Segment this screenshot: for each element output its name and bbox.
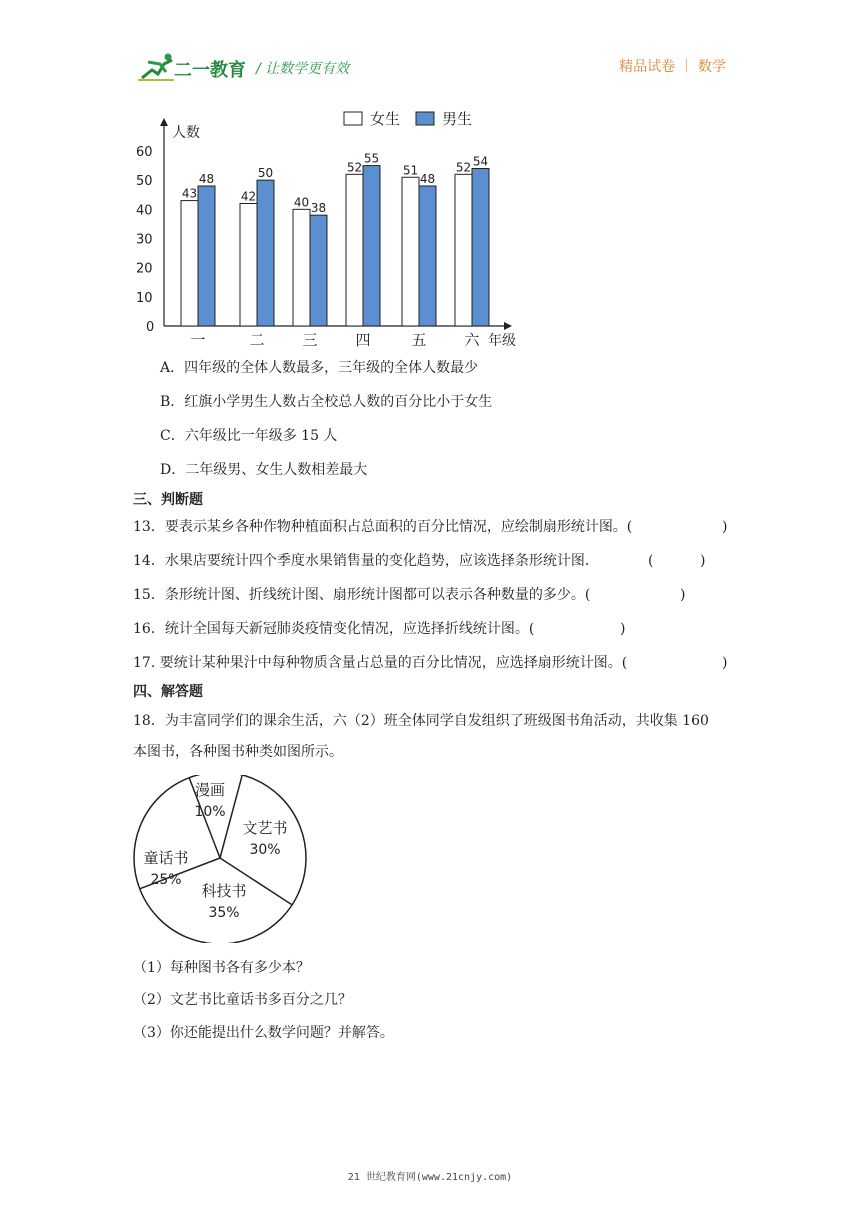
slogan: / 让数学更有效 xyxy=(256,61,350,77)
legend-label-1: 男生 xyxy=(442,110,473,128)
bar-value-label: 48 xyxy=(198,172,215,186)
x-axis-label: 年级 xyxy=(488,333,516,349)
q18-sub2: （2）文艺书比童话书多百分之几？ xyxy=(133,992,352,1008)
y-tick-label: 30 xyxy=(136,232,153,248)
bar-value-label: 52 xyxy=(455,160,472,175)
q12-option-d: D．二年级男、女生人数相差最大 xyxy=(160,462,368,478)
q17-text: 17. 要统计某种果汁中每种物质含量占总量的百分比情况，应选择扇形统计图。( xyxy=(133,655,628,671)
y-axis-label: 人数 xyxy=(172,125,200,141)
pie-slice-pct: 30% xyxy=(249,842,281,858)
y-tick-label: 0 xyxy=(146,320,155,335)
x-tick-label: 四 xyxy=(355,331,371,349)
q14-text: 14．水果店要统计四个季度水果销售量的变化趋势，应该选择条形统计图． xyxy=(133,553,599,569)
q12-option-b: B．红旗小学男生人数占全校总人数的百分比小于女生 xyxy=(160,394,493,410)
bar-girls xyxy=(293,209,310,326)
pie-slice-pct: 10% xyxy=(194,804,226,820)
pie-slice-pct: 25% xyxy=(150,872,182,888)
x-tick-label: 一 xyxy=(190,331,206,349)
y-tick-label: 10 xyxy=(136,290,153,306)
bar-girls xyxy=(181,201,198,326)
q12-option-c: C．六年级比一年级多 15 人 xyxy=(160,428,338,444)
bar-girls xyxy=(240,204,257,327)
bar-value-label: 40 xyxy=(293,195,310,210)
pie-slice-label: 漫画 xyxy=(194,781,226,799)
x-tick-label: 二 xyxy=(249,331,265,349)
y-axis-arrow-icon xyxy=(160,118,168,126)
bar-girls xyxy=(455,174,472,326)
pie-slice-label: 童话书 xyxy=(143,849,189,867)
y-tick-label: 40 xyxy=(136,203,153,219)
bar-boys xyxy=(419,186,436,326)
header-right: 精品试卷 ｜ 数学 xyxy=(619,59,726,75)
q13-text: 13．要表示某乡各种作物种植面积占总面积的百分比情况，应绘制扇形统计图。( xyxy=(133,519,633,535)
bar-value-label: 48 xyxy=(419,172,436,186)
bar-value-label: 42 xyxy=(240,189,257,204)
bar-girls xyxy=(346,174,363,326)
x-tick-label: 三 xyxy=(302,331,318,349)
bar-boys xyxy=(198,186,215,326)
pie-chart xyxy=(128,775,312,943)
bar-chart xyxy=(130,104,530,354)
x-tick-label: 六 xyxy=(464,331,480,349)
bar-value-label: 54 xyxy=(472,154,489,169)
bar-girls xyxy=(402,177,419,326)
footer: 21 世纪教育网(www.21cnjy.com) xyxy=(347,1172,513,1183)
pie-slice-label: 文艺书 xyxy=(242,819,288,837)
q18-sub3: （3）你还能提出什么数学问题？并解答。 xyxy=(133,1025,394,1041)
q15-close: ) xyxy=(680,587,686,603)
bar-value-label: 50 xyxy=(257,166,274,181)
header-logo xyxy=(138,50,388,84)
q14-close: ) xyxy=(700,553,706,569)
q18-sub1: （1）每种图书各有多少本？ xyxy=(133,960,310,976)
section4-title: 四、解答题 xyxy=(133,684,203,700)
bar-value-label: 38 xyxy=(310,201,327,216)
bar-value-label: 52 xyxy=(346,160,363,175)
q17-close: ) xyxy=(722,655,728,671)
q13-close: ) xyxy=(722,519,728,535)
q18-line2: 本图书，各种图书种类如图所示。 xyxy=(133,744,343,760)
x-tick-label: 五 xyxy=(411,331,427,349)
y-tick-label: 60 xyxy=(136,145,153,160)
section3-title: 三、判断题 xyxy=(133,492,203,508)
legend-label-0: 女生 xyxy=(370,110,401,128)
y-tick-label: 50 xyxy=(136,174,153,190)
bar-boys xyxy=(472,169,489,327)
q16-text: 16．统计全国每天新冠肺炎疫情变化情况，应选择折线统计图。( xyxy=(133,621,535,637)
q18-line1: 18．为丰富同学们的课余生活，六（2）班全体同学自发组织了班级图书角活动，共收集 160 xyxy=(133,713,709,729)
runner-logo-icon xyxy=(138,52,178,82)
y-tick-label: 20 xyxy=(136,261,153,277)
logo-text: 二一教育 xyxy=(174,60,246,81)
legend-swatch-0 xyxy=(344,112,362,125)
bar-value-label: 51 xyxy=(402,163,419,178)
pie-slice-pct: 35% xyxy=(208,905,240,921)
q15-text: 15．条形统计图、折线统计图、扇形统计图都可以表示各种数量的多少。( xyxy=(133,587,591,603)
q16-close: ) xyxy=(620,621,626,637)
bar-boys xyxy=(310,215,327,326)
pie-slice-label: 科技书 xyxy=(201,882,247,900)
q12-option-a: A．四年级的全体人数最多，三年级的全体人数最少 xyxy=(160,360,479,376)
bar-value-label: 55 xyxy=(363,151,380,166)
q14-open: ( xyxy=(648,553,654,569)
x-axis-arrow-icon xyxy=(504,322,512,330)
slogan-text: 让数学更有效 xyxy=(265,61,350,77)
bar-boys xyxy=(257,180,274,326)
bar-value-label: 43 xyxy=(181,186,198,201)
bar-boys xyxy=(363,166,380,326)
legend-swatch-1 xyxy=(416,112,434,125)
